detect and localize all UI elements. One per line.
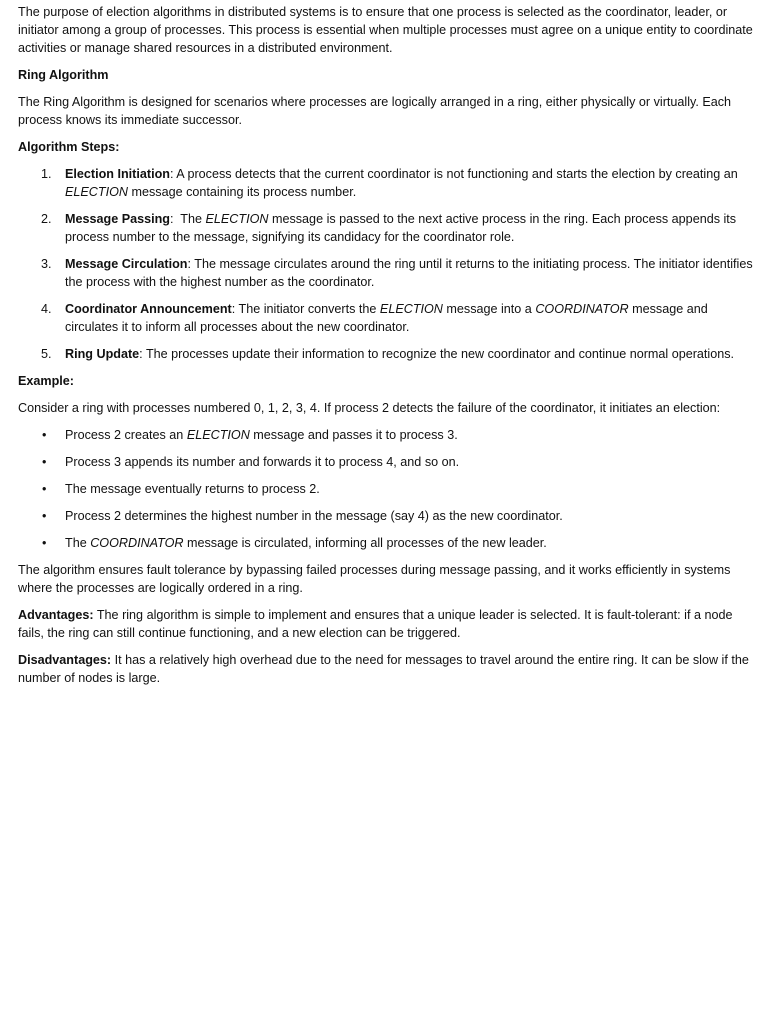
- bullet-text: The message eventually returns to process 2.: [65, 482, 320, 496]
- advantages-text: The ring algorithm is simple to implement and ensures that a unique leader is selected. It is fault-tolerant: if a node fails, the ring can still continue functioning, and a new election can be triggered.: [18, 608, 733, 640]
- bullet-text: Process 2 creates an: [65, 428, 187, 442]
- step-emphasis: ELECTION: [205, 212, 269, 226]
- disadvantages-text: It has a relatively high overhead due to the need for messages to travel around the entire ring. It can be slow if the number of nodes is large.: [18, 653, 749, 685]
- bullet-text: message and passes it to process 3.: [249, 428, 458, 442]
- bullet-item: [18, 507, 756, 525]
- conclusion-paragraph: The algorithm ensures fault tolerance by bypassing failed processes during message passing, and it works efficiently in systems where the processes are logically ordered in a ring.: [18, 563, 731, 595]
- bullet-item: [18, 534, 756, 552]
- step-text: message is passed to the next active process in the ring. Each process appends its process number to the message, signifying its candidacy for the coordinator role.: [65, 212, 737, 244]
- step-item: [18, 300, 756, 336]
- bullet-icon: •: [42, 428, 47, 442]
- bullet-item: [18, 480, 756, 498]
- step-text: message into a: [442, 302, 536, 316]
- step-item: [18, 210, 756, 246]
- bullet-icon: •: [42, 509, 47, 523]
- step-title: Message Passing: [65, 212, 170, 226]
- bullet-emphasis: ELECTION: [186, 428, 250, 442]
- step-emphasis: ELECTION: [65, 185, 128, 199]
- bullet-icon: •: [42, 536, 47, 550]
- ring-description: The Ring Algorithm is designed for scenarios where processes are logically arranged in a ring, either physically or virtually. Each process knows its immediate successor.: [18, 95, 732, 127]
- step-item: [18, 165, 756, 201]
- bullet-icon: •: [42, 482, 47, 496]
- ring-algorithm-heading: Ring Algorithm: [18, 68, 109, 82]
- step-title: Coordinator Announcement: [65, 302, 232, 316]
- bullet-item: [18, 453, 756, 471]
- example-bullet-list: [18, 426, 756, 552]
- example-heading: Example:: [18, 374, 74, 388]
- step-emphasis: COORDINATOR: [535, 302, 629, 316]
- step-text: : The message circulates around the ring until it returns to the initiating process. The initiator identifies the process with the highest number as the coordinator.: [65, 257, 753, 289]
- intro-paragraph: The purpose of election algorithms in distributed systems is to ensure that one process is selected as the coordinator, leader, or initiator among a group of processes. This process is essential when multiple processes must agree on a unique entity to coordinate activities or manage shared resources in a distributed environment.: [18, 5, 753, 55]
- step-emphasis: ELECTION: [379, 302, 443, 316]
- bullet-text: Process 3 appends its number and forwards it to process 4, and so on.: [65, 455, 460, 469]
- step-number: 1.: [41, 167, 52, 181]
- step-text: message and circulates it to inform all processes about the new coordinator.: [65, 302, 708, 334]
- step-title: Election Initiation: [65, 167, 170, 181]
- advantages-label: Advantages:: [18, 608, 94, 622]
- advantages-paragraph: [18, 606, 756, 642]
- disadvantages-paragraph: [18, 651, 756, 687]
- step-text: : The processes update their information to recognize the new coordinator and continue normal operations.: [139, 347, 734, 361]
- bullet-text: The: [65, 536, 91, 550]
- algorithm-steps-list: [18, 165, 756, 363]
- step-text: : The initiator converts the: [231, 302, 380, 316]
- step-number: 4.: [41, 302, 52, 316]
- step-title: Message Circulation: [65, 257, 188, 271]
- bullet-text: Process 2 determines the highest number in the message (say 4) as the new coordinator.: [65, 509, 563, 523]
- step-text: : The: [170, 212, 206, 226]
- algorithm-steps-heading: Algorithm Steps:: [18, 140, 120, 154]
- step-item: [18, 345, 756, 363]
- bullet-text: message is circulated, informing all processes of the new leader.: [183, 536, 547, 550]
- bullet-icon: •: [42, 455, 47, 469]
- step-text: message containing its process number.: [127, 185, 357, 199]
- disadvantages-label: Disadvantages:: [18, 653, 112, 667]
- step-number: 2.: [41, 212, 52, 226]
- step-number: 5.: [41, 347, 52, 361]
- step-item: [18, 255, 756, 291]
- bullet-item: [18, 426, 756, 444]
- step-text: : A process detects that the current coordinator is not functioning and starts the election by creating an: [169, 167, 738, 181]
- step-title: Ring Update: [65, 347, 140, 361]
- example-intro: Consider a ring with processes numbered 0, 1, 2, 3, 4. If process 2 detects the failure of the coordinator, it initiates an election:: [18, 401, 721, 415]
- step-number: 3.: [41, 257, 52, 271]
- bullet-emphasis: COORDINATOR: [90, 536, 184, 550]
